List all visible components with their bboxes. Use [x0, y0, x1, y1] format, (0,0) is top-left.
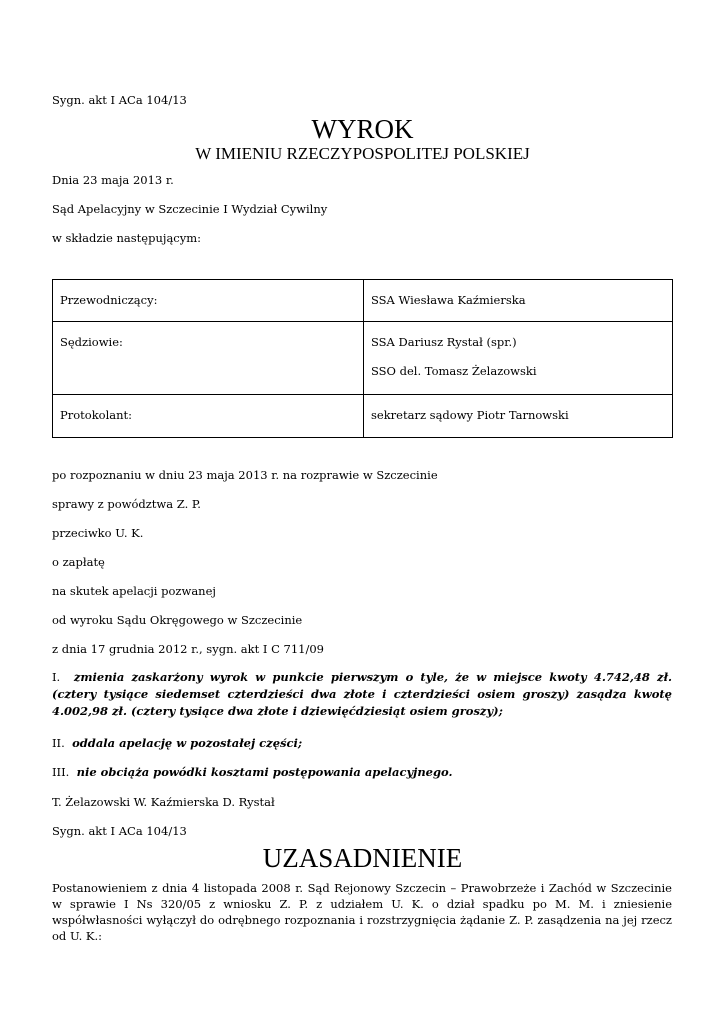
- composition-table: [52, 279, 673, 438]
- case-signature-top: Sygn. akt I ACa 104/13: [52, 93, 187, 107]
- case-line: na skutek apelacji pozwanej: [52, 584, 216, 598]
- table-row: [53, 322, 673, 395]
- clerk-name: sekretarz sądowy Piotr Tarnowski: [371, 408, 569, 422]
- ruling-point-2: [52, 735, 672, 752]
- presiding-label: Przewodniczący:: [60, 293, 158, 307]
- ruling-point-2-text: oddala apelację w pozostałej części;: [72, 736, 303, 750]
- ruling-point-3-number: III.: [52, 765, 70, 779]
- judges-label: Sędziowie:: [60, 335, 123, 349]
- table-row: [53, 280, 673, 322]
- case-line: przeciwko U. K.: [52, 526, 144, 540]
- case-line: z dnia 17 grudnia 2012 r., sygn. akt I C 711/09: [52, 642, 324, 656]
- ruling-point-2-number: II.: [52, 736, 65, 750]
- case-signature-bottom: Sygn. akt I ACa 104/13: [52, 824, 187, 838]
- ruling-point-1: [52, 669, 672, 720]
- case-line: sprawy z powództwa Z. P.: [52, 497, 201, 511]
- document-title: WYROK: [311, 114, 414, 144]
- clerk-label-cell: [53, 395, 364, 438]
- table-row: [53, 395, 673, 438]
- ruling-point-1-text: zmienia zaskarżony wyrok w punkcie pierwszym o tyle, że w miejsce kwoty 4.742,48 zł. (cztery tysiące siedemset czterdzieści dwa złote i czterdzieści osiem groszy) zasądza kwotę 4.002,98 zł. (cztery tysiące dwa złote i dziewięćdziesiąt osiem groszy);: [52, 670, 672, 718]
- judges-names-cell: [364, 322, 673, 395]
- date-line: Dnia 23 maja 2013 r.: [52, 173, 174, 187]
- judges-signatures: T. Żelazowski W. Kaźmierska D. Rystał: [52, 795, 275, 809]
- judges-label-cell: [53, 322, 364, 395]
- composition-intro: w składzie następującym:: [52, 231, 202, 245]
- judge-1-name: SSA Dariusz Rystał (spr.): [371, 335, 517, 349]
- presiding-name-cell: [364, 280, 673, 322]
- justification-paragraph: Postanowieniem z dnia 4 listopada 2008 r. Sąd Rejonowy Szczecin – Prawobrzeże i Zachód w Szczecinie w sprawie I Ns 320/05 z wniosku Z. P. z udziałem U. K. o dział spadku po M. M. i zniesienie współwłasności wyłączył do odrębnego rozpoznania i rozstrzygnięcia żądanie Z. P. zasądzenia na jej rzecz od U. K.:: [52, 881, 672, 943]
- presiding-label-cell: [53, 280, 364, 322]
- justification-title: UZASADNIENIE: [262, 843, 463, 873]
- ruling-point-3-text: nie obciąża powódki kosztami postępowania apelacyjnego.: [76, 765, 453, 779]
- clerk-name-cell: [364, 395, 673, 438]
- court-line: Sąd Apelacyjny w Szczecinie I Wydział Cywilny: [52, 202, 328, 216]
- case-line: po rozpoznaniu w dniu 23 maja 2013 r. na rozprawie w Szczecinie: [52, 468, 438, 482]
- case-line: o zapłatę: [52, 555, 105, 569]
- judge-2-name: SSO del. Tomasz Żelazowski: [371, 364, 537, 378]
- document-subtitle: W IMIENIU RZECZYPOSPOLITEJ POLSKIEJ: [195, 144, 530, 163]
- case-line: od wyroku Sądu Okręgowego w Szczecinie: [52, 613, 303, 627]
- ruling-point-3: [52, 764, 672, 781]
- presiding-name: SSA Wiesława Kaźmierska: [371, 293, 526, 307]
- ruling-point-1-number: I.: [52, 670, 61, 684]
- clerk-label: Protokolant:: [60, 408, 133, 422]
